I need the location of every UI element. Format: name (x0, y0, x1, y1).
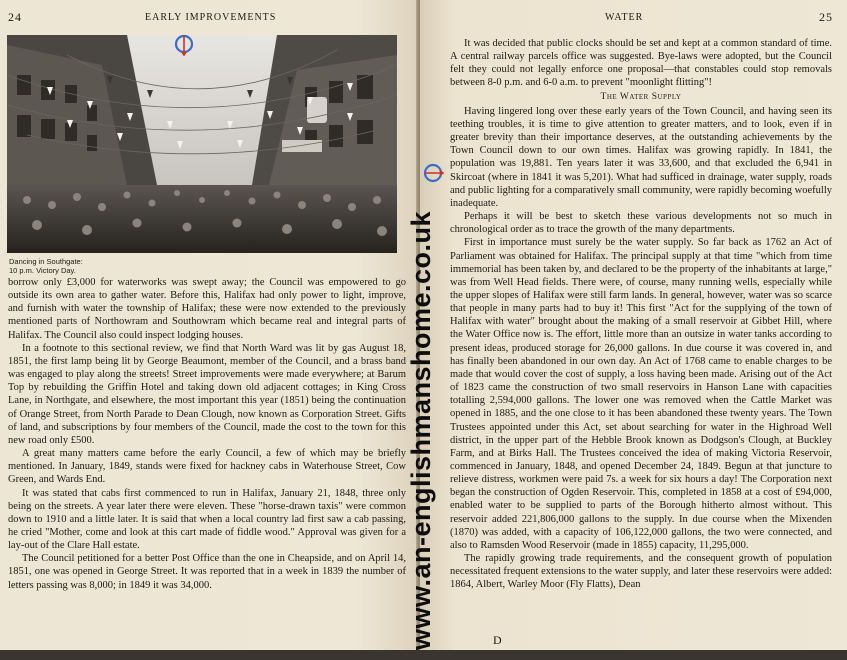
target-logo-icon (422, 162, 444, 184)
right-paragraph-1: Having lingered long over these early years of the Town Council, and having seen its teething troubles, it is time to give attention to greater matters, and to look, even if in greater brevity than their importance deserves, at the outstanding achievements by the Town Council down to our own times. Halifax was growing rapidly. In 1841, the population was 19,881. Ten years later it was 33,600, and that excluded the 6,941 in Skircoat (where in 1841 it was 5,201). What had sufficed in drainage, water supply, roads and public lighting for a comparatively small community, were rapidly becoming woefully inadequate. (450, 105, 832, 209)
left-paragraph-5: The Council petitioned for a better Post Office than the one in Cheapside, and on April 14, 1851, one was opened in George Street. It was reported that in a week in 1839 the number of letters passing was 8,000; in 1849 it was 34,000. (8, 553, 406, 591)
running-head-left: EARLY IMPROVEMENTS (145, 12, 277, 23)
photo-caption-line-2: 10 p.m. Victory Day. (9, 266, 76, 275)
page-number-left: 24 (8, 10, 22, 24)
watermark-text: www.an-englishmanshome.co.uk (406, 210, 437, 650)
right-paragraph-4: The rapidly growing trade requirements, and the consequent growth of population necessitated frequent extensions to the water supply, and later these reservoirs were added: 1864, Albert, Warley Moor (Fly Flatts), Dean (450, 553, 832, 591)
signature-mark: D (493, 633, 502, 647)
left-paragraph-1: borrow only £3,000 for waterworks was swept away; the Council was empowered to go outside its own area to gather water. Before this, Halifax had only power to light, improve, and furnish with water the township of Halifax; these were now extended to the previously mentioned parts of Northowram and Southowram which became real and integral parts of Halifax. The Council also could inspect lodging houses. (8, 277, 406, 341)
target-logo-icon (173, 34, 195, 56)
right-body-text (450, 37, 832, 592)
left-page (0, 0, 418, 650)
photo-caption (9, 257, 99, 275)
running-head-right: WATER (605, 12, 644, 23)
page-number-right: 25 (819, 10, 833, 24)
left-paragraph-4: It was stated that cabs first commenced to run in Halifax, January 21, 1848, three only being on the streets. A year later there were eleven. These "horse-drawn taxis" were common down to 1910 and a little later. It is said that when a local country lad first saw a cab passing, he cried "Mother, come and look at this cart made of fiddle wood." Approval was given for a lay-out of the Clare Hall estate. (8, 487, 406, 552)
watermark (398, 200, 446, 660)
section-heading: The Water Supply (600, 91, 682, 102)
photo-caption-line-1: Dancing in Southgate: (9, 257, 83, 266)
left-body-text (8, 276, 406, 592)
left-paragraph-2: In a footnote to this sectional review, we find that North Ward was lit by gas August 18, 1851, the first lamp being lit by George Beaumont, member of the Council, and a brass band was engaged to play along the streets! Street improvements were made everywhere; at Barum Top by rebuilding the Griffin Hotel and taking down old adjacent cottages; in King Cross Lane, in Northgate, and elsewhere, the most important this year (1851) being the continuation of Orange Street, from North Parade to Dean Clough, now known as Corporation Street. Gifts of land, and subscriptions by four members of the Council, made the cost to the town for this new road only £500. (8, 342, 406, 446)
right-paragraph-2: Perhaps it will be best to sketch these various developments not so much in chronological order as to trace the growth of the many departments. (450, 211, 832, 236)
left-paragraph-3: A great many matters came before the early Council, a few of which may be briefly mentioned. In January, 1849, stands were fixed for hackney cabs in Waterhouse Street, Cow Green, and Wards End. (8, 448, 406, 486)
right-page (420, 0, 847, 650)
street-crowd-photo-icon (7, 35, 397, 253)
right-paragraph-3: First in importance must surely be the water supply. So far back as 1762 an Act of Parliament was obtained for Halifax. The principal supply at that time "which from time immemorial has been taken by, and declared to be the property of the inhabitants at large," was from Well Head fields. There were, of course, many running wells, especially while the upper slopes of Halifax were still farm lands. In general, however, water was so scarce that people in many parts had to buy it! This first "Act for the supplying of the town of Halifax with water" brought about the making of a small reservoir at Gibbet Hill, where the Water Office now is. The effort, little more than an outsize in water tanks according to present ideas, produced storage for 26,000 gallons. In due course it was covered in, and has finally been abandoned in our own day. An Act of 1768 came to enable charges to be made that would cover the cost of supply, a loss having been made. Arising out of the Act of 1823 came the construction of two small reservoirs in Hanson Lane with capacities totalling 2,594,000 gallons. The lower one was removed when the Cattle Market was opened in 1885, and the one close to it has been abandoned these twenty years. The Town Trustees appointed under this Act, set about searching for water in the Highroad Well district, in the upper part of the Hebble Brook known as Dodgson's Clough, at Buckley Farm, and at Birks Hall. The Trustees conceived the idea of making Victoria Reservoir, commenced in January, 1848, and opened December 24, 1849. Begun at that juncture to relieve distress, workmen were paid 7s. a week for six hours a day! The Corporation next began the construction of Ogden Reservoir. This, completed in 1858 at a cost of £94,000, enabled water to be supplied to parts of the Borough hitherto almost without. This reservoir added 221,806,000 gallons to the supply. In due course when the Mixenden (1870) was added, with a capacity of 106,122,000 gallons, the two were connected, and also to Ramsden Wood Reservoir (made in 1855) capacity, 11,295,000. (450, 237, 832, 551)
victory-day-photo (7, 35, 397, 253)
right-intro-paragraph: It was decided that public clocks should be set and kept at a common standard of time. A central railway parcels office was suggested. Bye-laws were adopted, but the Council felt they could not legally enforce one proposal—that constables could stop removals between 8-0 p.m. and 6-0 a.m. to prevent "moonlight flitting"! (450, 38, 832, 89)
